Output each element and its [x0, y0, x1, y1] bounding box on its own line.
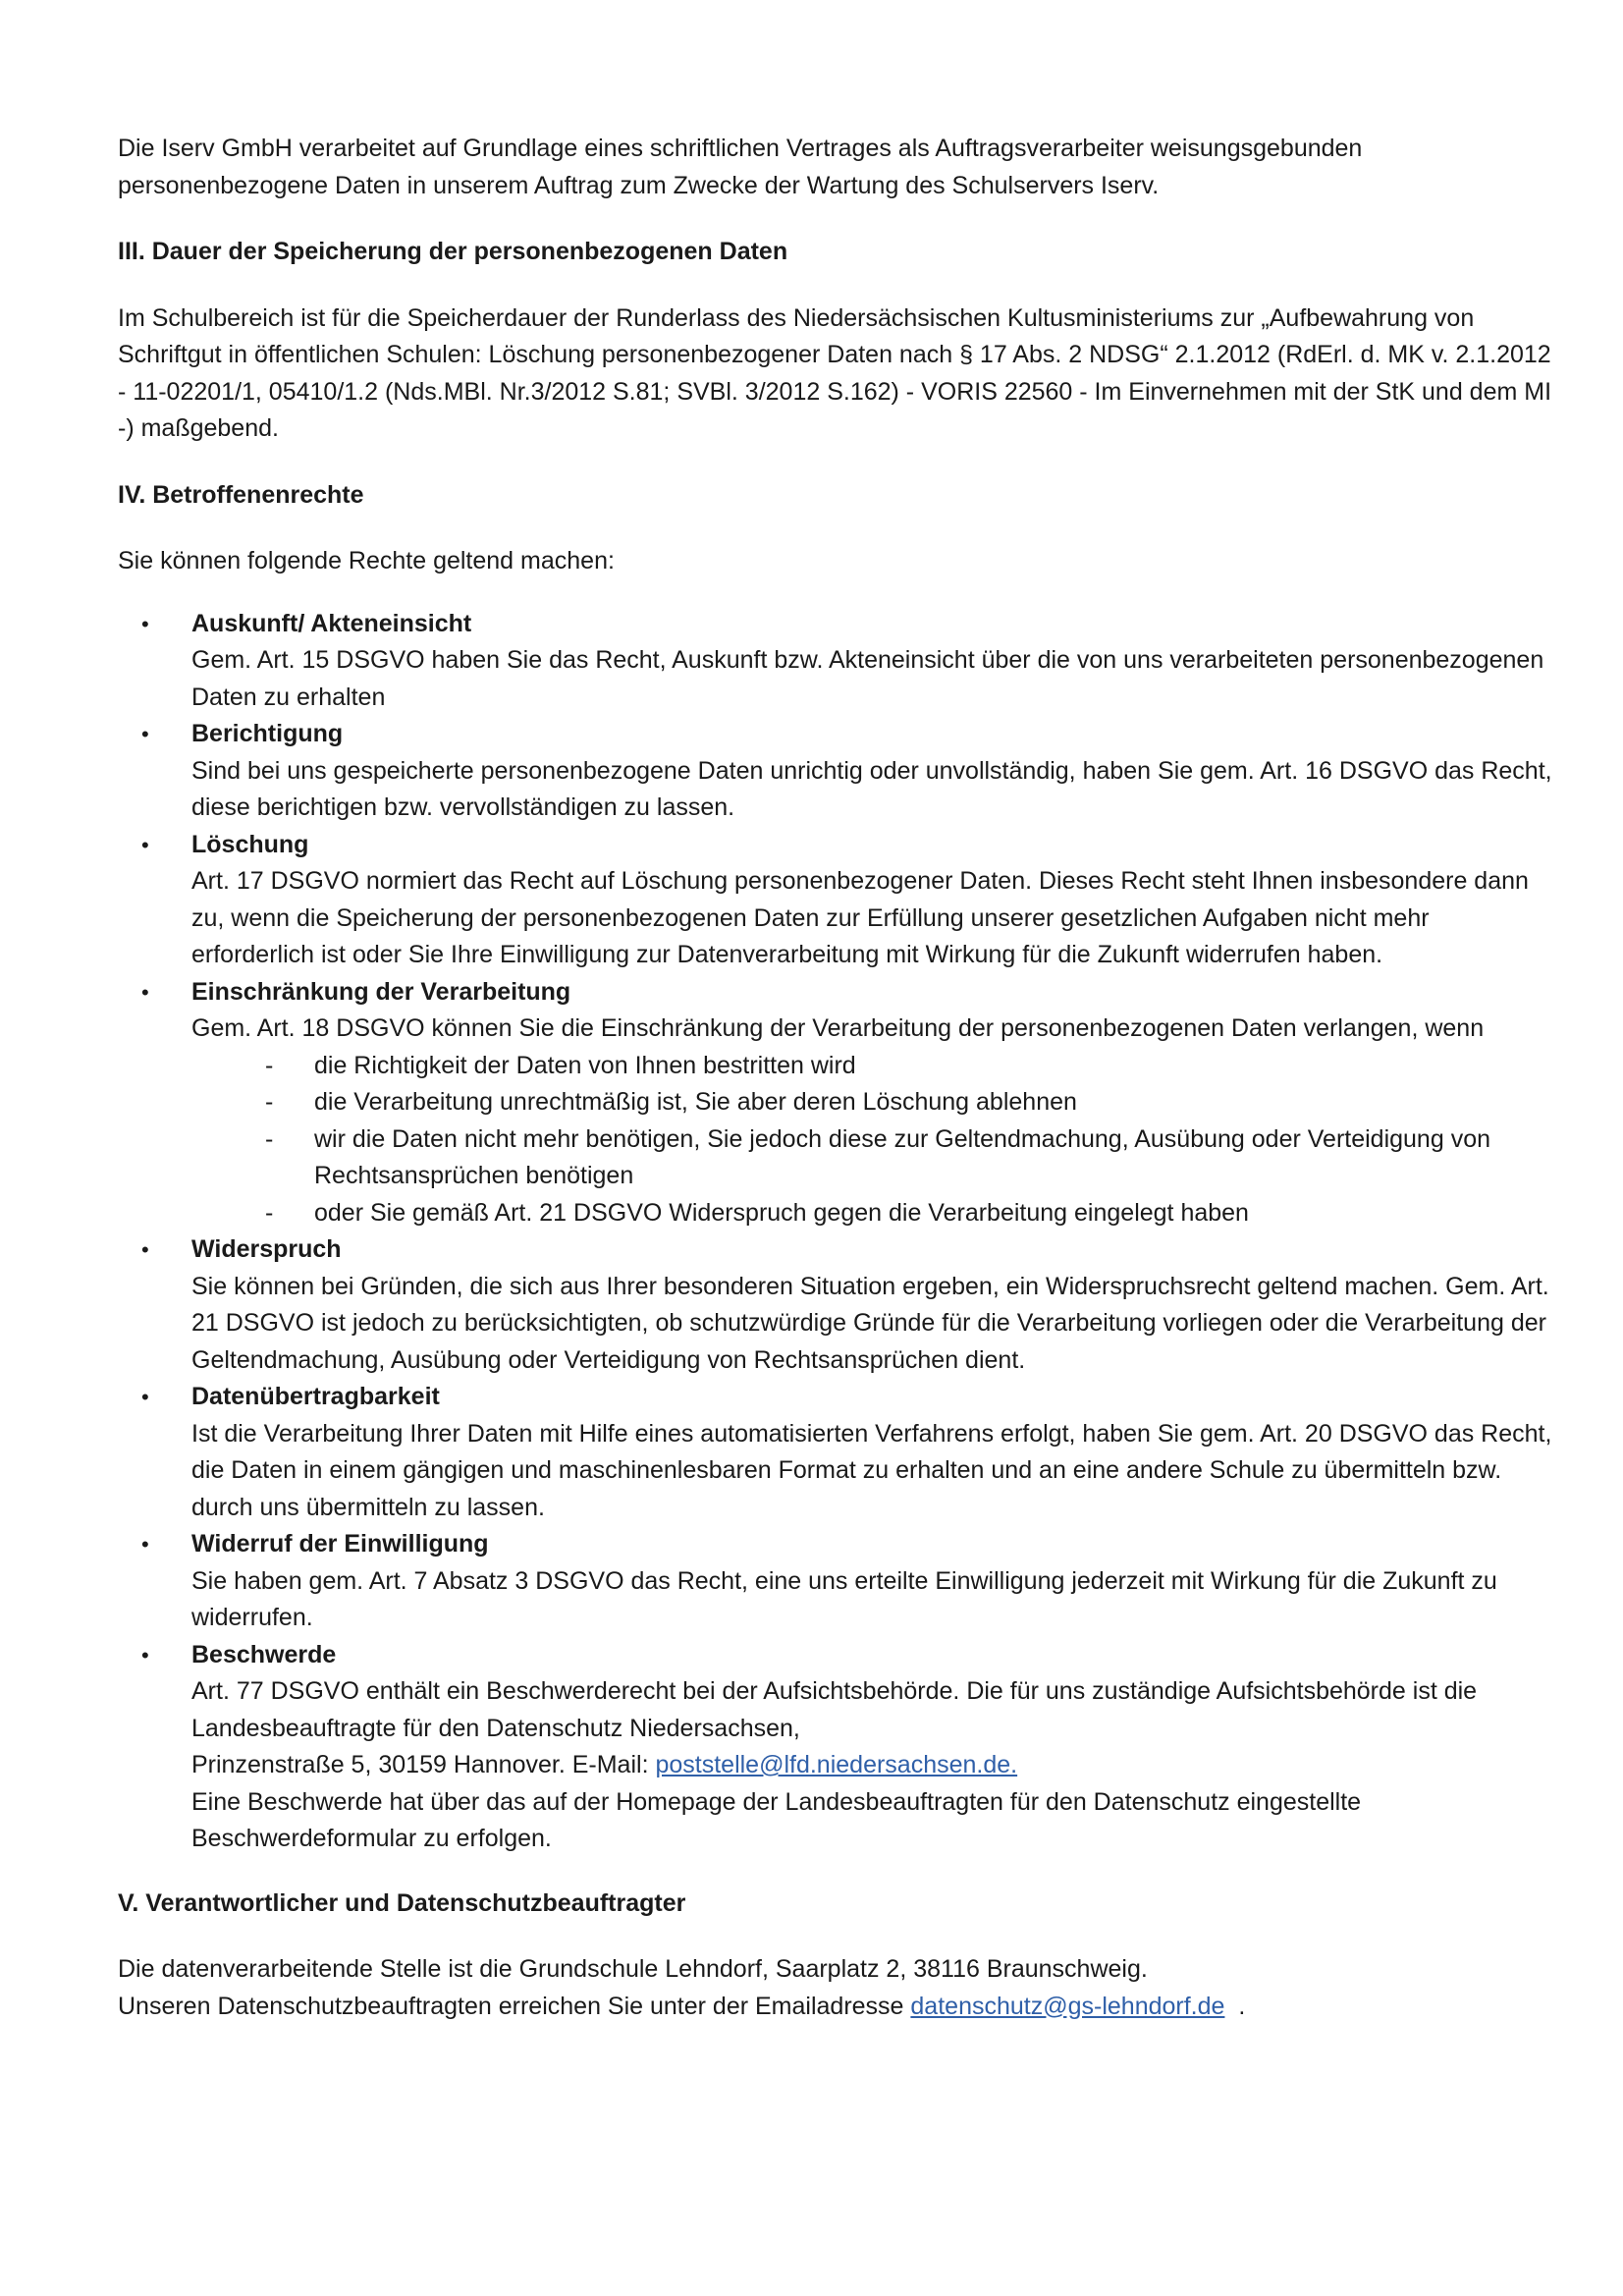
bullet-icon: • [141, 611, 149, 636]
dash-icon: - [265, 1198, 274, 1227]
bullet-icon: • [141, 979, 149, 1005]
dash-icon: - [265, 1088, 274, 1116]
dash-icon: - [265, 1051, 274, 1079]
controller-paragraph [118, 1951, 1554, 2025]
right-title: Einschränkung der Verarbeitung [191, 977, 571, 1006]
rights-lead: Sie können folgende Rechte geltend machen: [118, 547, 615, 574]
condition-item [191, 1048, 1554, 1085]
condition-text: die Verarbeitung unrechtmäßig ist, Sie aber deren Löschung ablehnen [314, 1088, 1077, 1116]
right-item-auskunft [118, 606, 1554, 717]
rights-list [118, 606, 1554, 1858]
complaint-text: Art. 77 DSGVO enthält ein Beschwerderecht bei der Aufsichtsbehörde. Die für uns zuständige Aufsichtsbehörde ist die Landesbeauftragte für den Datenschutz Niedersachsen, [191, 1677, 1478, 1742]
bullet-icon: • [141, 1532, 149, 1557]
condition-item [191, 1121, 1554, 1195]
right-text: Sind bei uns gespeicherte personenbezogene Daten unrichtig oder unvollständig, haben Sie gem. Art. 16 DSGVO das Recht, diese berichtigen bzw. vervollständigen zu lassen. [191, 756, 1552, 821]
intro-paragraph: Die Iserv GmbH verarbeitet auf Grundlage eines schriftlichen Vertrages als Auftragsverarbeiter weisungsgebunden personenbezogene Daten in unserem Auftrag zum Zwecke der Wartung des Schulservers Iserv. [118, 135, 1363, 199]
right-title: Datenübertragbarkeit [191, 1383, 440, 1410]
right-text: Sie können bei Gründen, die sich aus Ihrer besonderen Situation ergeben, ein Widerspruchsrecht geltend machen. Gem. Art. 21 DSGVO ist jedoch zu berücksichtigten, ob schutzwürdige Gründe für die Verarbeitung vorliegen oder die Verarbeitung der Geltendmachung, Ausübung oder Verteidigung von Rechtsansprüchen dient. [191, 1272, 1549, 1374]
bullet-icon: • [141, 722, 149, 746]
right-item-datenuebertragbarkeit [118, 1379, 1554, 1526]
condition-text: wir die Daten nicht mehr benötigen, Sie jedoch diese zur Geltendmachung, Ausübung oder Verteidigung von Rechtsansprüchen benötigen [314, 1124, 1490, 1189]
section-5-heading: V. Verantwortlicher und Datenschutzbeauftragter [118, 1888, 686, 1917]
right-text: Art. 17 DSGVO normiert das Recht auf Löschung personenbezogener Daten. Dieses Recht steht Ihnen insbesondere dann zu, wenn die Speicherung der personenbezogenen Daten zur Erfüllung unserer gesetzlichen Aufgaben nicht mehr erforderlich ist oder Sie Ihre Einwilligung zur Datenverarbeitung mit Wirkung für die Zukunft widerrufen haben. [191, 867, 1529, 968]
dash-icon: - [265, 1124, 274, 1153]
right-text: Gem. Art. 18 DSGVO können Sie die Einschränkung der Verarbeitung der personenbezogenen Daten verlangen, wenn [191, 1014, 1485, 1042]
complaint-form-text: Eine Beschwerde hat über das auf der Homepage der Landesbeauftragten für den Datenschutz eingestellte Beschwerdeformular zu erfolgen. [191, 1787, 1362, 1852]
bullet-icon: • [141, 1237, 149, 1262]
bullet-icon: • [141, 1385, 149, 1409]
restriction-conditions-list [191, 1048, 1554, 1232]
authority-address: Prinzenstraße 5, 30159 Hannover. E-Mail: [191, 1751, 656, 1778]
section-3-text: Im Schulbereich ist für die Speicherdauer der Runderlass des Niedersächsischen Kultusministeriums zur „Aufbewahrung von Schriftgut in öffentlichen Schulen: Löschung personenbezogener Daten nach § 17 Abs. 2 NDSG“ 2.1.2012 (RdErl. d. MK v. 2.1.2012 - 11-02201/1, 05410/1.2 (Nds.MBl. Nr.3/2012 S.81; SVBl. 3/2012 S.162) - VORIS 22560 - Im Einvernehmen mit der StK und dem MI -) maßgebend. [118, 303, 1552, 442]
dpo-text-suffix: . [1224, 1992, 1246, 2020]
right-title: Löschung [191, 830, 309, 858]
right-item-berichtigung [118, 716, 1554, 827]
right-title: Berichtigung [191, 720, 344, 747]
section-4-heading: IV. Betroffenenrechte [118, 480, 364, 509]
dpo-email-link[interactable]: datenschutz@gs-lehndorf.de [910, 1992, 1225, 2020]
right-item-widerruf [118, 1526, 1554, 1637]
right-title: Auskunft/ Akteneinsicht [191, 609, 472, 637]
authority-email-link[interactable]: poststelle@lfd.niedersachsen.de. [655, 1751, 1018, 1778]
section-3-heading: III. Dauer der Speicherung der personenbezogenen Daten [118, 238, 788, 265]
right-text: Gem. Art. 15 DSGVO haben Sie das Recht, Auskunft bzw. Akteneinsicht über die von uns verarbeiteten personenbezogenen Daten zu erhalten [191, 646, 1544, 711]
condition-text: oder Sie gemäß Art. 21 DSGVO Widerspruch gegen die Verarbeitung eingelegt haben [314, 1198, 1249, 1227]
condition-item [191, 1195, 1554, 1232]
bullet-icon: • [141, 1642, 149, 1667]
right-text: Ist die Verarbeitung Ihrer Daten mit Hilfe eines automatisierten Verfahrens erfolgt, haben Sie gem. Art. 20 DSGVO das Recht, die Daten in einem gängigen und maschinenlesbaren Format zu erhalten und an eine andere Schule zu übermitteln bzw. durch uns übermitteln zu lassen. [191, 1419, 1552, 1521]
condition-text: die Richtigkeit der Daten von Ihnen bestritten wird [314, 1051, 856, 1079]
right-text: Sie haben gem. Art. 7 Absatz 3 DSGVO das Recht, eine uns erteilte Einwilligung jederzeit mit Wirkung für die Zukunft zu widerrufen. [191, 1566, 1497, 1631]
condition-item [191, 1084, 1554, 1121]
right-title: Widerruf der Einwilligung [191, 1530, 489, 1558]
controller-text: Die datenverarbeitende Stelle ist die Grundschule Lehndorf, Saarplatz 2, 38116 Braunschweig. [118, 1955, 1148, 1983]
right-title: Beschwerde [191, 1640, 337, 1668]
bullet-icon: • [141, 832, 149, 857]
dpo-text: Unseren Datenschutzbeauftragten erreichen Sie unter der Emailadresse [118, 1992, 911, 2020]
right-item-einschraenkung [118, 974, 1554, 1232]
right-item-widerspruch [118, 1231, 1554, 1379]
right-title: Widerspruch [191, 1235, 342, 1263]
right-item-loeschung [118, 827, 1554, 974]
right-item-beschwerde [118, 1637, 1554, 1858]
